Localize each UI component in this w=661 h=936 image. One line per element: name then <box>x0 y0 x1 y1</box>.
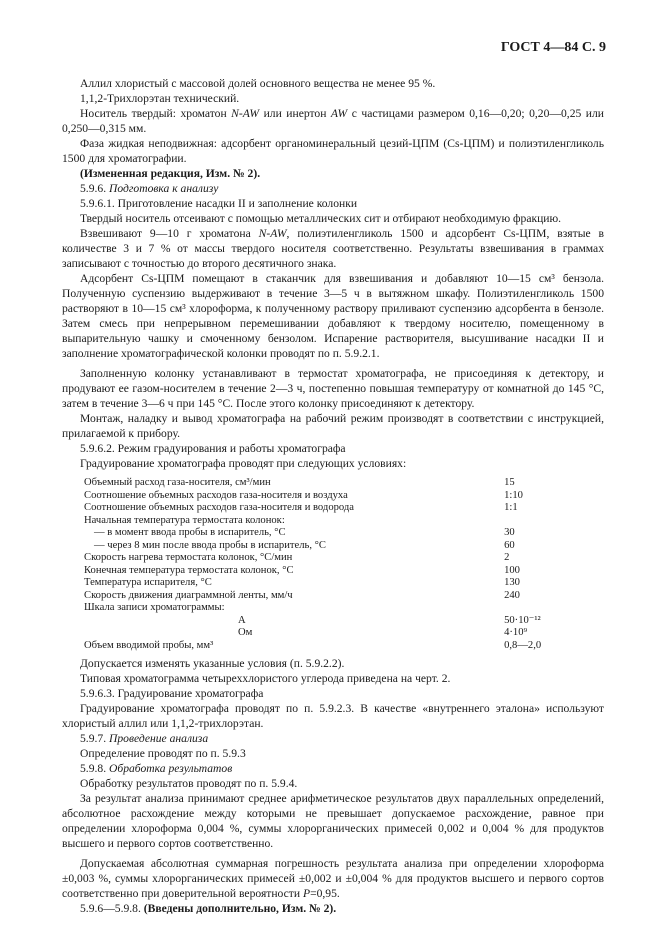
table-row: Соотношение объемных расходов газа-носителя и воздуха 1:10 <box>84 489 523 501</box>
table-row: Температура испарителя, °С 130 <box>84 577 520 588</box>
paragraph: Аллил хлористый с массовой долей основного вещества не менее 95 %. <box>80 77 436 90</box>
paragraph: Взвешивают 9—10 г хроматона N-AW, полиэтиленгликоль 1500 и адсорбент Cs-ЦПМ, взятые в количестве 3 и 7 % от массы твердого носителя соответственно. Результаты взвешивания в граммах записывают с точностью до второго десятичного знака. <box>62 227 604 270</box>
table-row: Шкала записи хроматограммы: <box>84 602 225 613</box>
page-header: ГОСТ 4—84 С. 9 <box>500 40 606 55</box>
table-row: Скорость движения диаграммной ленты, мм/ч 240 <box>84 589 520 601</box>
paragraph: Твердый носитель отсеивают с помощью металлических сит и отбирают необходимую фракцию. <box>80 212 562 225</box>
paragraph: Градуирование хроматографа проводят по п. 5.9.2.3. В качестве «внутреннего эталона» используют хлористый аллил или 1,1,2-трихлорэтан. <box>62 702 604 730</box>
section-heading: 5.9.6. Подготовка к анализу <box>80 182 219 195</box>
table-row: — в момент ввода пробы в испаритель, °С 30 <box>94 527 515 538</box>
table-row: Ом 4·10⁹ <box>238 627 528 638</box>
paragraph: Носитель твердый: хроматон N-AW или инертон AW с частицами размером 0,16—0,20; 0,20—0,25 или 0,250—0,315 мм. <box>62 107 604 135</box>
paragraph: Допускается изменять указанные условия (п. 5.9.2.2). <box>80 657 345 670</box>
table-row: Конечная температура термостата колонок, °С 100 <box>84 564 520 576</box>
table-row: А 50·10⁻¹² <box>238 614 541 626</box>
section-heading: 5.9.7. Проведение анализа <box>80 732 209 745</box>
paragraph: Типовая хроматограмма четыреххлористого углерода приведена на черт. 2. <box>80 672 451 685</box>
document-body <box>62 76 604 916</box>
paragraph: Заполненную колонку устанавливают в термостат хроматографа, не присоединяя к детектору, и продувают ее газом-носителем в течение 2—3 ч, постепенно повышая температуру от комнатной до 145 °С, затем в течение 3—6 ч при 145 °С. После этого колонку присоединяют к детектору. <box>62 367 604 410</box>
paragraph: Определение проводят по п. 5.9.3 <box>80 747 246 760</box>
paragraph: Монтаж, наладку и вывод хроматографа на рабочий режим производят в соответствии с инструкцией, прилагаемой к прибору. <box>62 412 604 440</box>
table-row: Объемный расход газа-носителя, см³/мин 15 <box>84 477 515 488</box>
paragraph: Фаза жидкая неподвижная: адсорбент органоминеральный цезий-ЦПМ (Cs-ЦПМ) и полиэтиленгликоль 1500 для хроматографии. <box>62 137 604 165</box>
conditions-table <box>84 477 604 652</box>
paragraph: За результат анализа принимают среднее арифметическое результатов двух параллельных определений, абсолютное расхождение между которыми не превышает допускаемое расхождение, равное при определении хлороформа 0,004 %, суммы хлорорганических примесей 0,002 и 0,004 % для продуктов высшего и первого сортов соответственно. <box>62 792 604 850</box>
paragraph: Градуирование хроматографа проводят при следующих условиях: <box>80 457 407 470</box>
subsection-heading: 5.9.6.1. Приготовление насадки II и заполнение колонки <box>80 197 358 210</box>
table-row: Скорость нагрева термостата колонок, °С/мин 2 <box>84 552 510 563</box>
paragraph: 1,1,2-Трихлорэтан технический. <box>80 92 240 105</box>
paragraph: Адсорбент Cs-ЦПМ помещают в стаканчик для взвешивания и добавляют 10—15 см³ бензола. Полученную суспензию выдерживают в течение 3—5 ч в вытяжном шкафу. Полиэтиленгликоль 1500 растворяют в 10—15 см³ хлороформа, к полученному раствору приливают суспензию адсорбента в бензоле. Затем смесь при непрерывном перемешивании добавляют к твердому носителю, помещенному в выпарительную чашку и смоченному бензолом. Испарение растворителя, высушивание насадки II и заполнение хроматографической колонки проводят по п. 5.9.2.1. <box>62 272 604 360</box>
amendment-note: 5.9.6—5.9.8. (Введены дополнительно, Изм. № 2). <box>80 902 337 915</box>
subsection-heading: 5.9.6.2. Режим градуирования и работы хроматографа <box>80 442 346 455</box>
table-row: Начальная температура термостата колонок: <box>84 514 285 526</box>
paragraph: Допускаемая абсолютная суммарная погрешность результата анализа при определении хлороформа ±0,003 %, суммы хлорорганических примесей ±0,002 и ±0,004 % для продуктов высшего и первого сортов соответственно при доверительной вероятности Р=0,95. <box>62 857 604 900</box>
table-row: Объем вводимой пробы, мм³ 0,8—2,0 <box>84 639 542 651</box>
amendment-note: (Измененная редакция, Изм. № 2). <box>80 167 261 180</box>
subsection-heading: 5.9.6.3. Градуирование хроматографа <box>80 687 264 700</box>
table-row: Соотношение объемных расходов газа-носителя и водорода 1:1 <box>84 502 518 513</box>
paragraph: Обработку результатов проводят по п. 5.9.4. <box>80 777 298 790</box>
section-heading: 5.9.8. Обработка результатов <box>80 762 233 775</box>
table-row: — через 8 мин после ввода пробы в испаритель, °С 60 <box>94 539 515 551</box>
